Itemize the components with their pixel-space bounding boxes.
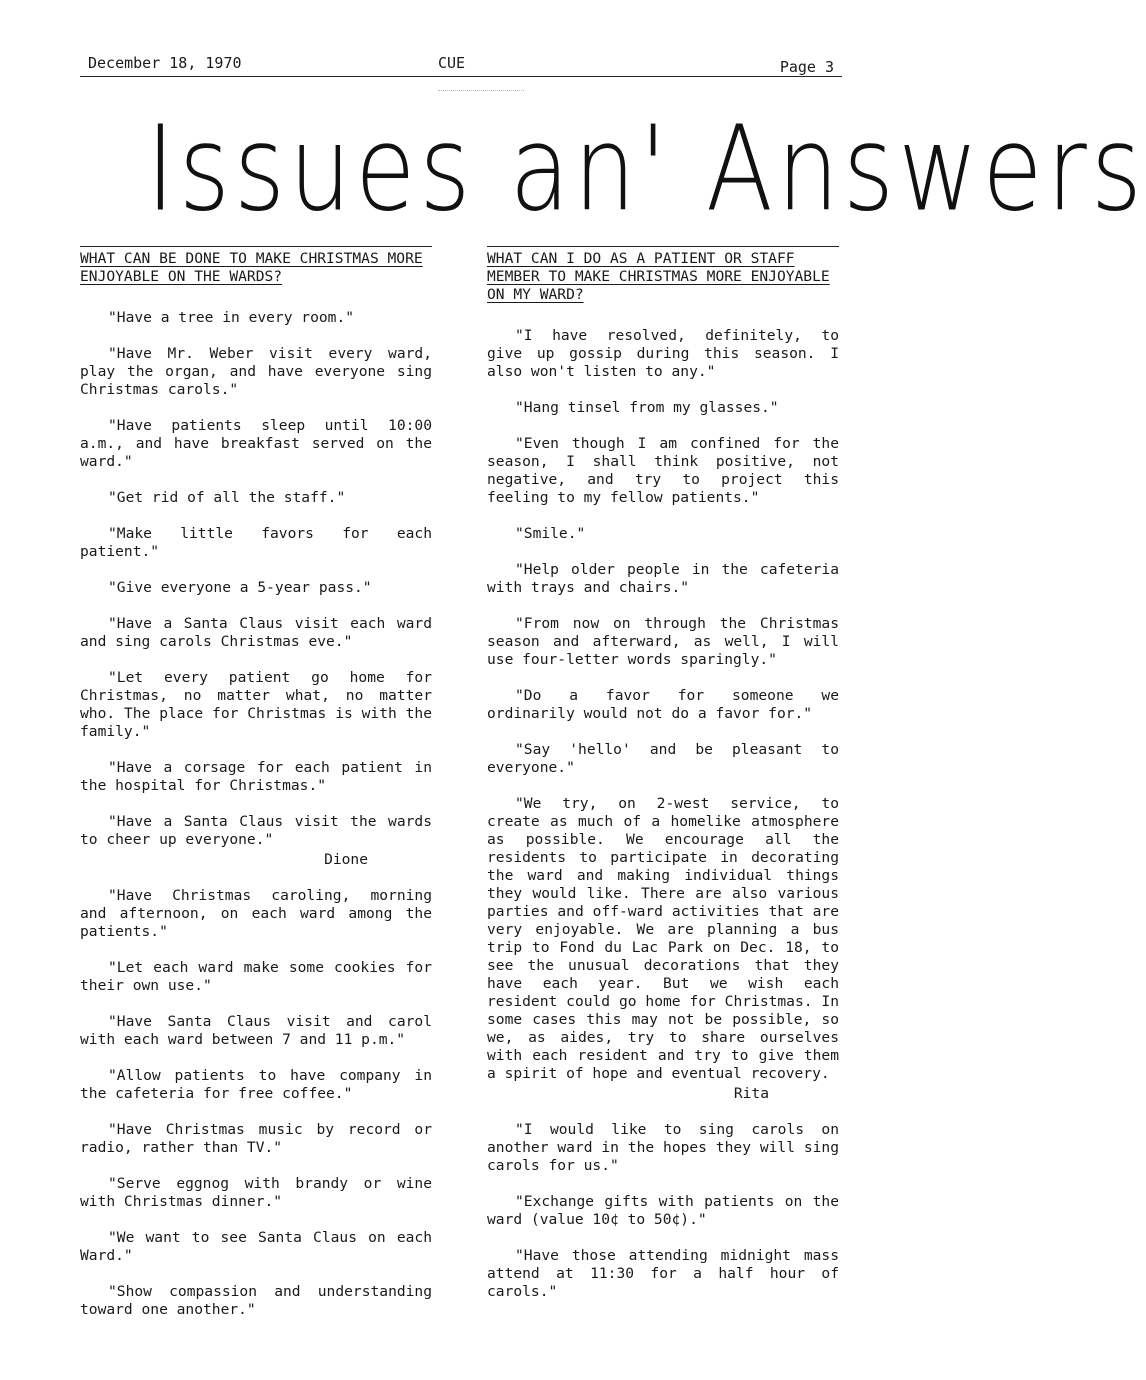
answer-item: "I have resolved, definitely, to give up gossip during this season. I also won't listen to any." [487, 327, 839, 380]
answer-item: "Have a Santa Claus visit the wards to cheer up everyone." [80, 813, 432, 848]
answer-item: "Have Christmas music by record or radio, rather than TV." [80, 1121, 432, 1156]
right-signature: Rita [733, 1085, 769, 1102]
answer-item: "Exchange gifts with patients on the ward (value 10¢ to 50¢)." [487, 1193, 839, 1228]
answer-item: "Get rid of all the staff." [108, 489, 346, 506]
answer-item: "Allow patients to have company in the cafeteria for free coffee." [80, 1067, 432, 1102]
answer-item: "Make little favors for each patient." [80, 525, 432, 560]
answer-item: "Do a favor for someone we ordinarily would not do a favor for." [487, 687, 839, 722]
answer-item: "Serve eggnog with brandy or wine with Christmas dinner." [80, 1175, 432, 1210]
publication-name: CUE [438, 54, 466, 72]
answer-item: "Say 'hello' and be pleasant to everyone." [487, 741, 839, 776]
answer-item: "Show compassion and understanding toward one another." [80, 1283, 432, 1318]
right-column-heading: WHAT CAN I DO AS A PATIENT OR STAFF MEMBER TO MAKE CHRISTMAS MORE ENJOYABLE ON MY WARD? [487, 246, 839, 304]
answer-item: "Have Santa Claus visit and carol with each ward between 7 and 11 p.m." [80, 1013, 432, 1048]
answer-item: "I would like to sing carols on another ward in the hopes they will sing carols for us." [487, 1121, 839, 1174]
right-column [487, 246, 839, 1319]
left-signature: Dione [324, 851, 368, 868]
answer-item: "Have a corsage for each patient in the hospital for Christmas." [80, 759, 432, 794]
answer-item: "Have patients sleep until 10:00 a.m., and have breakfast served on the ward." [80, 417, 432, 470]
answer-item: "Help older people in the cafeteria with trays and chairs." [487, 561, 839, 596]
answer-item: "Have a tree in every room." [108, 309, 355, 326]
answer-item: "From now on through the Christmas season and afterward, as well, I will use four-letter words sparingly." [487, 615, 839, 668]
answer-item: "Even though I am confined for the season, I shall think positive, not negative, and try to project this feeling to my fellow patients." [487, 435, 839, 506]
answer-item: "Have a Santa Claus visit each ward and sing carols Christmas eve." [80, 615, 432, 650]
answer-item: "We want to see Santa Claus on each Ward." [80, 1229, 432, 1264]
answer-item: "Smile." [515, 525, 586, 542]
page-number: Page 3 [779, 58, 834, 76]
answer-item: "We try, on 2-west service, to create as much of a homelike atmosphere as possible. We encourage all the residents to participate in decorating the ward and making individual things they would like. There are also various parties and off-ward activities that are very enjoyable. We are planning a bus trip to Fond du Lac Park on Dec. 18, to see the unusual decorations that they have each year. But we wish each resident could go home for Christmas. In some cases this may not be possible, so we, as aides, try to share ourselves with each resident and try to give them a spirit of hope and eventual recovery. [487, 795, 839, 1082]
left-column-heading: WHAT CAN BE DONE TO MAKE CHRISTMAS MORE ENJOYABLE ON THE WARDS? [80, 246, 432, 286]
answer-item: "Have those attending midnight mass attend at 11:30 for a half hour of carols." [487, 1247, 839, 1300]
issue-date: December 18, 1970 [88, 54, 242, 72]
answer-item: "Give everyone a 5-year pass." [108, 579, 372, 596]
answer-item: "Hang tinsel from my glasses." [515, 399, 779, 416]
answer-item: "Have Christmas caroling, morning and afternoon, on each ward among the patients." [80, 887, 432, 940]
answer-item: "Have Mr. Weber visit every ward, play the organ, and have everyone sing Christmas carols." [80, 345, 432, 398]
answer-item: "Let every patient go home for Christmas, no matter what, no matter who. The place for Christmas is with the family." [80, 669, 432, 740]
faint-mark [438, 90, 524, 92]
page-title: Issues an' Answers [146, 101, 1146, 239]
left-column [80, 246, 432, 1337]
answer-item: "Let each ward make some cookies for their own use." [80, 959, 432, 994]
page-header [80, 52, 842, 77]
